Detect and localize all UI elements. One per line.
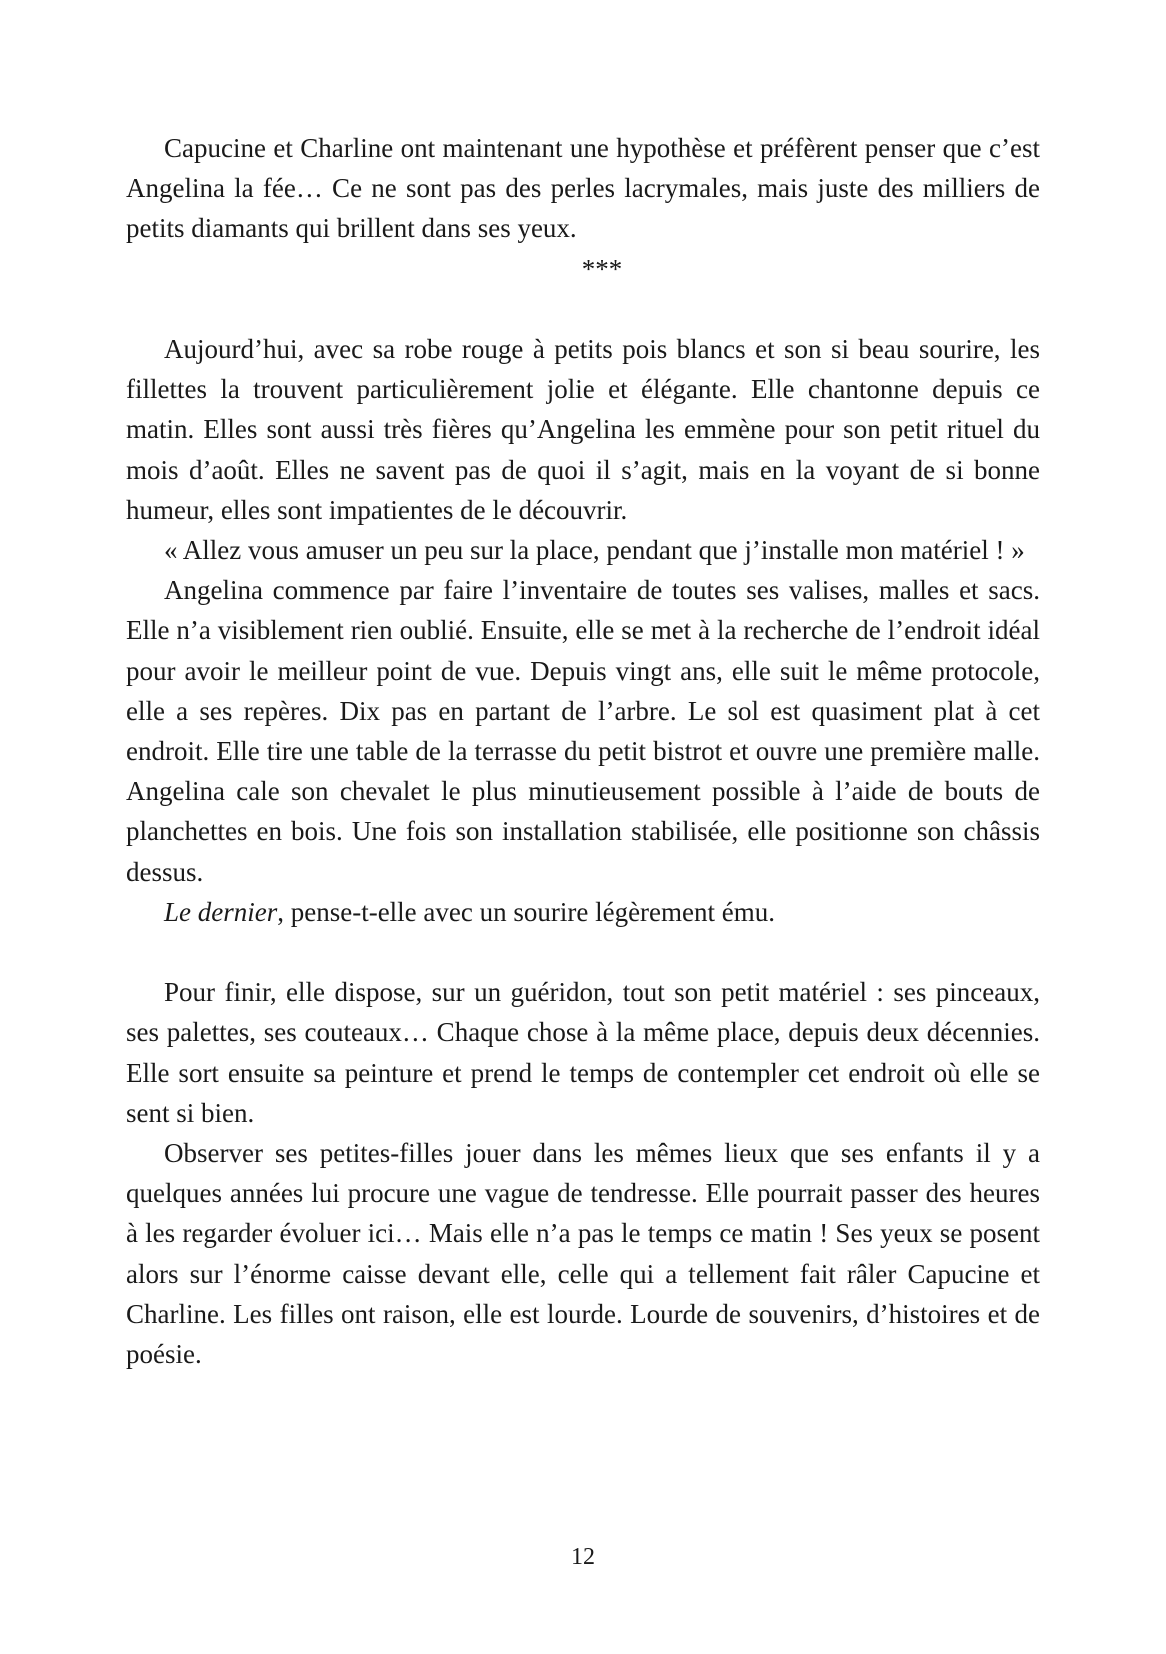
paragraph: Angelina commence par faire l’inventaire de toutes ses valises, malles et sacs. Elle n’a visiblement rien oublié. Ensuite, elle se met à la recherche de l’endroit idéal pour avoir le meilleur point de vue. Depuis vingt ans, elle suit le même protocole, elle a ses repères. Dix pas en partant de l’arbre. Le sol est quasiment plat à cet endroit. Elle tire une table de la terrasse du petit bistrot et ouvre une première malle. Angelina cale son chevalet le plus minutieusement possible à l’aide de bouts de planchettes en bois. Une fois son installation stabilisée, elle positionne son châssis dessus.: [126, 575, 1040, 887]
paragraph: Aujourd’hui, avec sa robe rouge à petits pois blancs et son si beau sourire, les fillettes la trouvent particulièrement jolie et élégante. Elle chantonne depuis ce matin. Elles sont aussi très fières qu’Angelina les emmène pour son petit rituel du mois d’août. Elles ne savent pas de quoi il s’agit, mais en la voyant de si bonne humeur, elles sont impatientes de le découvrir.: [126, 334, 1040, 525]
section-separator: ***: [581, 253, 623, 284]
paragraph: « Allez vous amuser un peu sur la place, pendant que j’installe mon matériel ! »: [164, 535, 1025, 566]
paragraph-thought: [126, 892, 1040, 932]
paragraph: Observer ses petites-filles jouer dans les mêmes lieux que ses enfants il y a quelques années lui procure une vague de tendresse. Elle pourrait passer des heures à les regarder évoluer ici… Mais elle n’a pas le temps ce matin ! Ses yeux se posent alors sur l’énorme caisse devant elle, celle qui a tellement fait râler Capucine et Charline. Les filles ont raison, elle est lourde. Lourde de souvenirs, d’histoires et de poésie.: [126, 1138, 1040, 1370]
blank-line: [126, 932, 1040, 972]
paragraph: Capucine et Charline ont maintenant une hypothèse et préfèrent penser que c’est Angelina la fée… Ce ne sont pas des perles lacrymales, mais juste des milliers de petits diamants qui brillent dans ses yeux.: [126, 133, 1040, 244]
italic-phrase: Le dernier: [164, 896, 278, 927]
page-number: 12: [571, 1544, 595, 1570]
paragraph-rest: , pense-t-elle avec un sourire légèrement ému.: [277, 896, 776, 927]
paragraph: Pour finir, elle dispose, sur un guéridon, tout son petit matériel : ses pinceaux, ses palettes, ses couteaux… Chaque chose à la même place, depuis deux décennies. Elle sort ensuite sa peinture et prend le temps de contempler cet endroit où elle se sent si bien.: [126, 977, 1040, 1128]
body-text: [126, 128, 1040, 1374]
